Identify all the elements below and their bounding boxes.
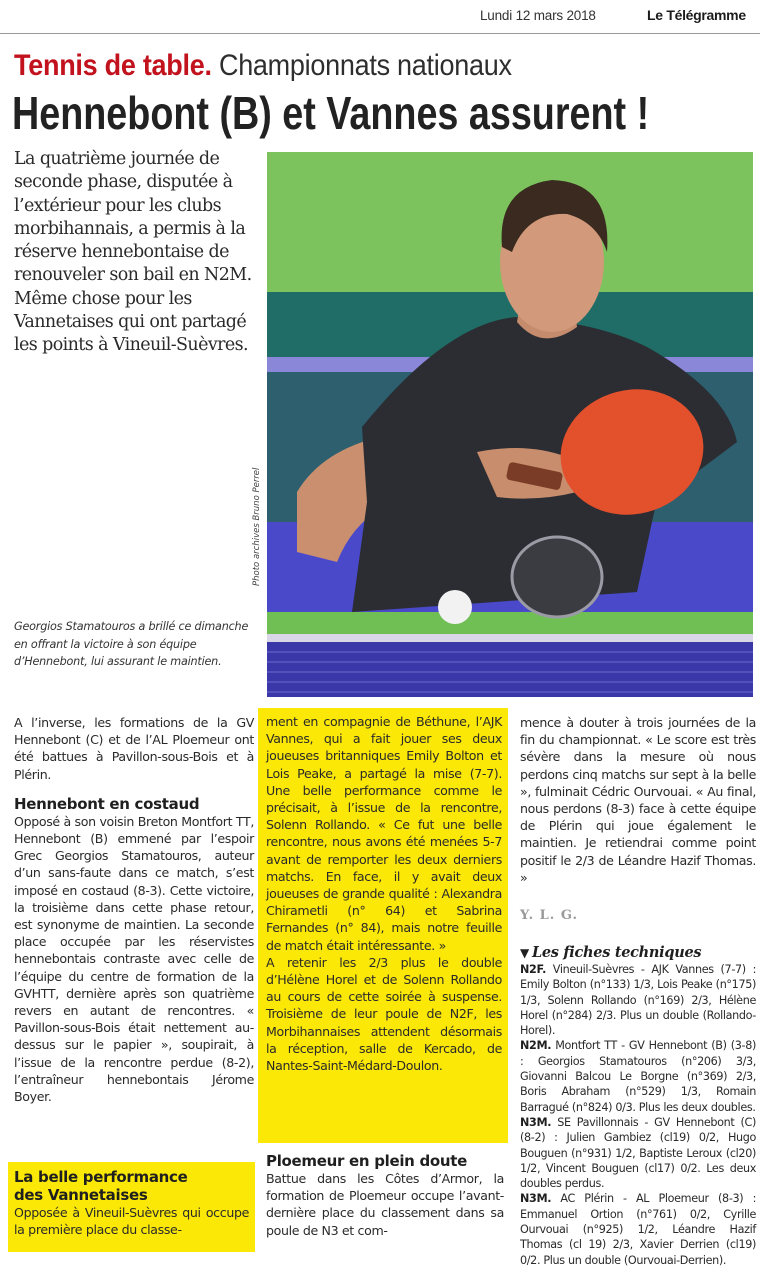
column-1 [14,714,254,1105]
photo-credit: Photo archives Bruno Perrel [252,467,262,586]
highlight-box-vannetaises [8,1162,255,1252]
sheet-item-text: Vineuil-Suèvres - AJK Vannes (7-7) : Emily Bolton (n°133) 1/3, Lois Peake (n°175) 1/3, Solenn Rollando (n°169) 2/3, Hélène Horel (n°284) 2/3. Plus un double (Rollando-Horel). [520,963,756,1038]
article-headline: Hennebont (B) et Vannes assurent ! [12,87,650,139]
issue-date: Lundi 12 mars 2018 [480,8,596,23]
header-divider [0,33,760,34]
sheet-item-label: N2M. [520,1039,552,1053]
sheet-item-text: Montfort TT - GV Hennebont (B) (3-8) : Georgios Stamatouros (n°206) 3/3, Giovanni Balcou Le Borgne (n°369) 2/3, Boris Abraham (n°529) 1/3, Romain Barragué (n°824) 0/3. Plus les deux doubles. [520,1039,756,1114]
ping-pong-ball [438,590,472,624]
column-3 [520,714,756,886]
column-2-lower [266,1152,504,1239]
technical-sheets [520,944,756,1268]
topic-label: Championnats nationaux [218,49,512,82]
sheet-item [520,1191,756,1267]
technical-sheets-title [520,944,756,962]
author-signature: Y. L. G. [520,908,579,923]
subhead-hennebont: Hennebont en costaud [14,794,200,813]
sheet-item [520,1038,756,1114]
col3-paragraph-1: mence à douter à trois journées de la fin du championnat. « Le score est très sévère dans la mesure où nous perdons cinq matchs sur sept à la belle », fulminait Cédric Ourvouai. « Au final, nous perdons (8-3) face à cette équipe de Plérin qui joue également le maintien. Je retiendrai comme point positif le 2/3 de Léandre Hazif Thomas. » [520,715,756,885]
article-lede: La quatrième journée de seconde phase, disputée à l’extérieur pour les clubs morbihannais, a permis à la réserve hennebontaise de renouveler son bail en N2M. Même chose pour les Vannetaises qui ont partagé les points à Vineuil-Suèvres. [14,149,252,356]
sheet-item-label: N3M. [520,1192,552,1206]
sheet-item [520,1115,756,1191]
sheet-item-text: AC Plérin - AL Ploemeur (8-3) : Emmanuel Ortion (n°761) 0/2, Cyrille Ourvouai (n°925) 1/2, Léandre Hazif Thomas (cl 19) 2/3, Xavier Derrien (cl19) 0/2. Plus un double (Ourvouai-Derrien). [520,1192,756,1267]
technical-sheets-title-text: Les fiches techniques [531,944,702,961]
sheet-item-label: N2F. [520,963,546,976]
sheet-item-label: N3M. [520,1115,552,1129]
page-header [0,0,768,34]
box1-body: Opposée à Vineuil-Suèvres qui occupe la première place du classe- [14,1205,249,1238]
triangle-down-icon: ▼ [520,946,529,960]
subhead-vannetaises-line2: des Vannetaises [14,1186,148,1204]
sheet-item-text: SE Pavillonnais - GV Hennebont (C) (8-2) : Julien Gambiez (cl19) 0/2, Hugo Bouguen (n°931) 1/2, Baptiste Leroux (cl20) 1/2, Vincent Bouguen (cl17) 0/2. Les deux doubles perdus. [520,1115,756,1191]
sheet-item [520,962,756,1038]
col2-paragraph-2: A retenir les 2/3 plus le double d’Hélène Horel et de Solenn Rollando au cours de cette soirée à suspense. Troisième de leur poule de N2F, les Morbihannaises attendent désormais la réception, salle de Kercado, de Nantes-Saint-Médard-Doulon. [266,954,502,1074]
column-2 [266,713,502,1074]
net-mesh [267,642,753,697]
article-photo [267,152,753,697]
col2-paragraph-1: ment en compagnie de Béthune, l’AJK Vannes, qui a fait jouer ses deux joueuses britanniques Emily Bolton et Lois Peake, a partagé la mise (7-7). Une belle performance comme le précisait, à l’issue de la rencontre, Solenn Rollando. « Ce fut une belle rencontre, nous avons été menées 5-7 avant de remporter les deux derniers matchs. En face, il y avait deux joueuses de grande qualité : Alexandra Chirametli (n° 64) et Sabrina Fernandes (n° 84), mais notre feuille de match était intéressante. » [266,714,502,953]
shirt-logo [512,537,602,617]
newspaper-name: Le Télégramme [647,7,746,23]
photo-caption: Georgios Stamatouros a brillé ce dimanche en offrant la victoire à son équipe d’Hennebont, lui assurant le maintien. [14,620,249,668]
subhead-vannetaises-line1: La belle performance [14,1168,188,1186]
article-kicker [14,48,512,84]
net-top [267,634,753,642]
subhead-ploemeur: Ploemeur en plein doute [266,1152,468,1170]
col1-body: Opposé à son voisin Breton Montfort TT, Hennebont (B) emmené par l’espoir Grec Georgios Stamatouros, auteur d’un sans-faute dans ce match, s’est imposé en costaud (8-3). Cette victoire, la troisième dans cette phase retour, est synonyme de maintien. La seconde place occupée par les réservistes hennebontais contraste avec celle de l’équipe du centre de formation de la GVHTT, dernière après son quatrième revers en autant de rencontres. « Pavillon-sous-Bois était nettement au-dessus sur le papier », soupirait, à l’issue de la rencontre perdue (8-2), l’entraîneur hennebontais Jérome Boyer. [14,813,254,1105]
box1-content [14,1168,249,1238]
section-label: Tennis de table. [14,49,212,82]
col2-paragraph-3: Battue dans les Côtes d’Armor, la formation de Ploemeur occupe l’avant-dernière place du classement dans sa poule de N3 et com- [266,1171,504,1238]
table-tennis-player-illustration [267,152,753,697]
col1-intro: A l’inverse, les formations de la GV Hennebont (C) et de l’AL Ploemeur ont été battues à Pavillon-sous-Bois et à Plérin. [14,715,254,782]
